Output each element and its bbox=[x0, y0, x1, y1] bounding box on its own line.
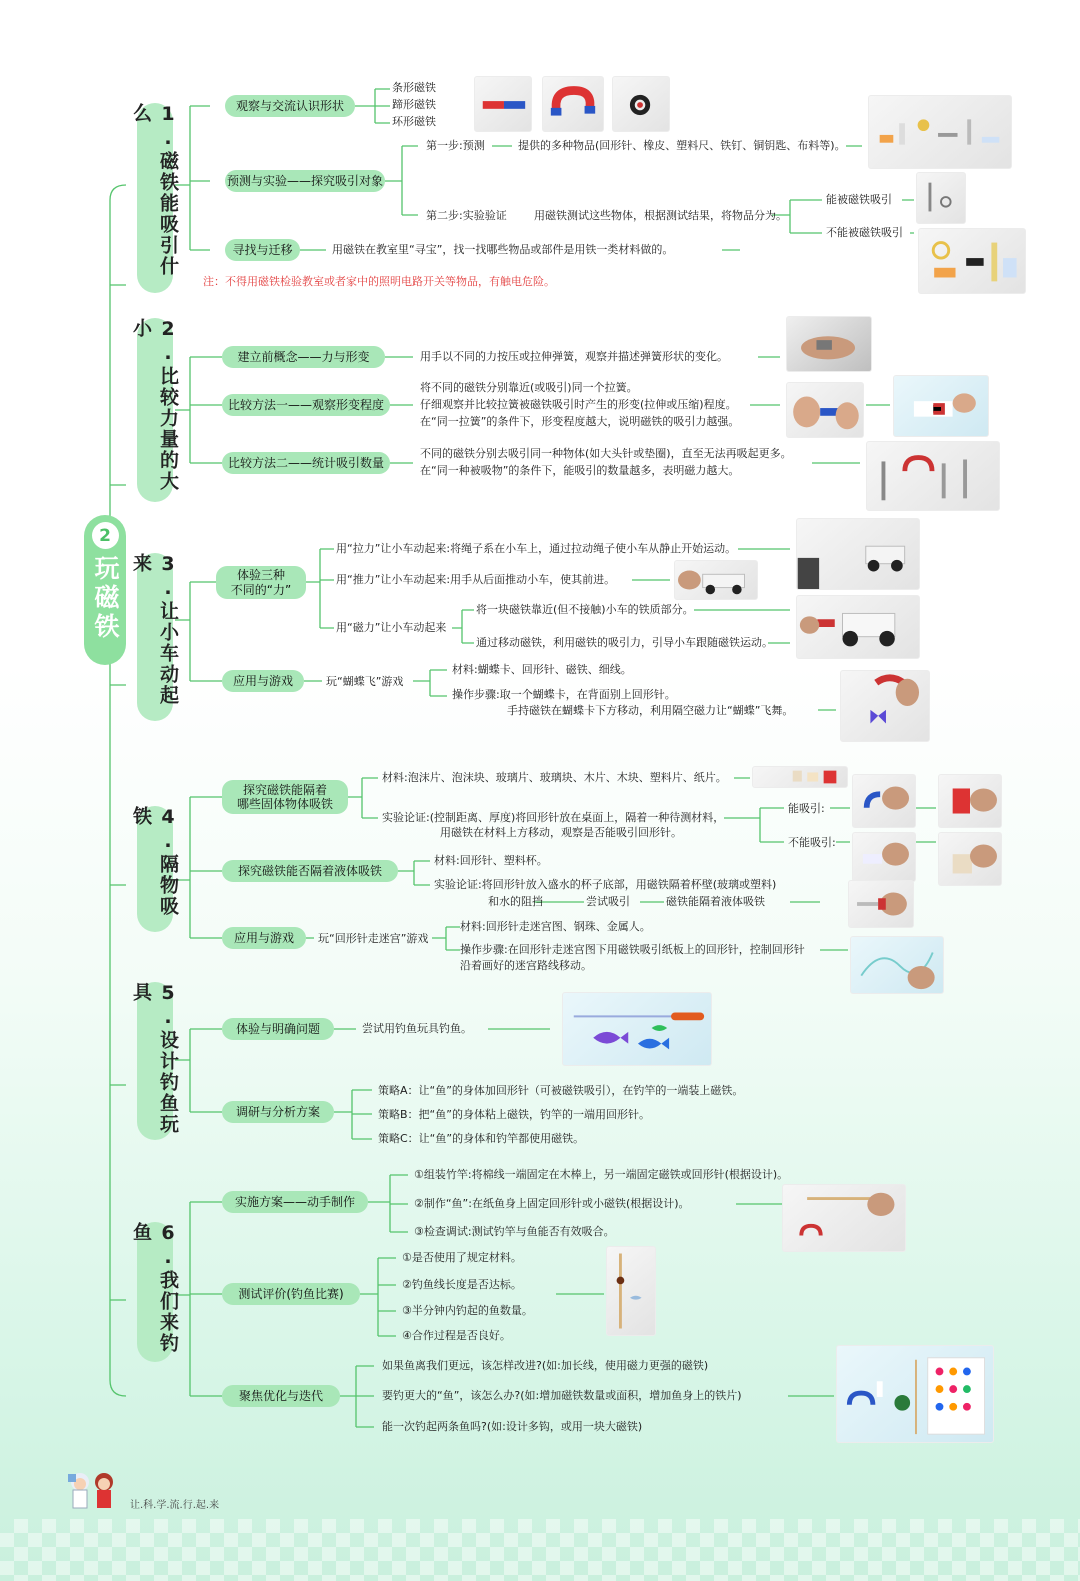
attracted-items-photo bbox=[916, 172, 966, 224]
s1-cannot-attract: 不能被磁铁吸引 bbox=[826, 226, 903, 239]
s6-eval-1: ①是否使用了规定材料。 bbox=[402, 1251, 522, 1264]
s6-eval-4: ④合作过程是否良好。 bbox=[402, 1329, 511, 1342]
s4-solid-line1: 探究磁铁能隔着 bbox=[242, 782, 327, 797]
cannot-attract-photo-2 bbox=[938, 832, 1002, 886]
spring-hand-photo bbox=[786, 316, 872, 372]
s4-branch-solid bbox=[222, 780, 348, 814]
s3-forces-line2: 不同的“力” bbox=[230, 582, 292, 597]
s5-branch-research: 调研与分析方案 bbox=[222, 1101, 334, 1123]
s3-game-step2: 手持磁铁在蝴蝶卡下方移动，利用隔空磁力让“蝴蝶”飞舞。 bbox=[507, 704, 794, 717]
s4-game-step2: 沿着画好的迷宫路线移动。 bbox=[460, 959, 592, 972]
s6-branch-make: 实施方案——动手制作 bbox=[222, 1191, 368, 1213]
section-6-label: 6.我们来钓鱼 bbox=[137, 1222, 173, 1362]
s3-magnet-step1: 将一块磁铁靠近(但不接触)小车的铁质部分。 bbox=[476, 603, 694, 616]
s2-method2-line2: 在“同一种被吸物”的条件下，能吸引的数量越多，表明磁力越大。 bbox=[420, 464, 740, 477]
s5-experience-text: 尝试用钓鱼玩具钓鱼。 bbox=[362, 1022, 472, 1035]
root-title: 玩磁铁 bbox=[91, 555, 120, 642]
s3-magnet-label: 用“磁力”让小车动起来 bbox=[336, 621, 447, 634]
s4-liquid-materials: 材料:回形针、塑料杯。 bbox=[434, 854, 548, 867]
s6-opt-1: 如果鱼离我们更远，该怎样改进?(如:加长线，使用磁力更强的磁铁) bbox=[382, 1359, 709, 1372]
s2-method1-line2: 仔细观察并比较拉簧被磁铁吸引时产生的形变(拉伸或压缩)程度。 bbox=[420, 398, 737, 411]
s6-eval-3: ③半分钟内钓起的鱼数量。 bbox=[402, 1304, 533, 1317]
s6-opt-3: 能一次钓起两条鱼吗?(如:设计多钩，或用一块大磁铁) bbox=[382, 1420, 643, 1433]
s3-pull-text: 用“拉力”让小车动起来:将绳子系在小车上，通过拉动绳子使小车从静止开始运动。 bbox=[336, 542, 737, 555]
s2-concept-text: 用手以不同的力按压或拉伸弹簧，观察并描述弹簧形状的变化。 bbox=[420, 350, 728, 363]
s2-method1-line3: 在“同一拉簧”的条件下，形变程度越大，说明磁铁的吸引力越强。 bbox=[420, 415, 740, 428]
s5-strategy-c: 策略C：让“鱼”的身体和钓竿都使用磁铁。 bbox=[378, 1132, 585, 1145]
s1-shape-bar: 条形磁铁 bbox=[392, 81, 436, 94]
s4-branch-game: 应用与游戏 bbox=[222, 927, 306, 949]
s4-liquid-exp: 实验论证:将回形针放入盛水的杯子底部，用磁铁隔着杯壁(玻璃或塑料) bbox=[434, 878, 777, 891]
s1-step1-label: 第一步:预测 bbox=[426, 139, 485, 152]
s4-cannot-attract: 不能吸引: bbox=[788, 836, 836, 849]
optimization-materials-photo bbox=[836, 1345, 994, 1443]
magnet-count-photo bbox=[866, 441, 1000, 511]
section-3-label: 3.让小车动起来 bbox=[137, 553, 173, 721]
section-4-label: 4.隔物吸铁 bbox=[137, 806, 173, 932]
s2-method1-line1: 将不同的磁铁分别靠近(或吸引)同一个拉簧。 bbox=[420, 381, 638, 394]
spring-magnet-photo-1 bbox=[786, 382, 864, 438]
root-number: 2 bbox=[92, 522, 119, 549]
car-push-photo bbox=[674, 560, 758, 600]
section-5-label: 5.设计钓鱼玩具 bbox=[137, 982, 173, 1140]
s2-branch-concept: 建立前概念——力与形变 bbox=[222, 346, 385, 368]
cannot-attract-photo-1 bbox=[852, 832, 916, 882]
s4-game-name: 玩“回形针走迷宫”游戏 bbox=[318, 932, 429, 945]
s3-branch-forces bbox=[216, 566, 306, 599]
s1-safety-note: 注：不得用磁铁检验教室或者家中的照明电路开关等物品，有触电危险。 bbox=[203, 275, 555, 288]
s2-branch-method1: 比较方法一——观察形变程度 bbox=[222, 394, 390, 416]
s1-shape-horseshoe: 蹄形磁铁 bbox=[392, 98, 436, 111]
s6-opt-2: 要钓更大的“鱼”，该怎么办?(如:增加磁铁数量或面积，增加鱼身上的铁片) bbox=[382, 1389, 742, 1402]
s3-game-materials: 材料:蝴蝶卡、回形针、磁铁、细线。 bbox=[452, 663, 632, 676]
s3-game-name: 玩“蝴蝶飞”游戏 bbox=[326, 675, 404, 688]
making-rod-photo bbox=[782, 1184, 906, 1252]
s4-game-step1: 操作步骤:在回形针走迷宫图下用磁铁吸引纸板上的回形针，控制回形针 bbox=[460, 943, 805, 956]
s6-branch-evaluate: 测试评价(钓鱼比赛) bbox=[222, 1283, 360, 1305]
spring-magnet-photo-2 bbox=[893, 375, 989, 437]
solid-materials-photo bbox=[752, 766, 848, 788]
fishing-toy-photo bbox=[562, 992, 712, 1066]
mascot-logo bbox=[60, 1468, 126, 1514]
s3-forces-line1: 体验三种 bbox=[236, 568, 285, 583]
s4-liquid-try: 尝试吸引 bbox=[586, 895, 630, 908]
liquid-test-photo bbox=[848, 880, 914, 928]
can-attract-photo-2 bbox=[938, 774, 1002, 828]
s3-branch-game: 应用与游戏 bbox=[222, 670, 304, 692]
s1-find-text: 用磁铁在教室里“寻宝”，找一找哪些物品或部件是用铁一类材料做的。 bbox=[332, 243, 674, 256]
s5-strategy-b: 策略B：把“鱼”的身体粘上磁铁，钓竿的一端用回形针。 bbox=[378, 1108, 650, 1121]
checker-footer-band bbox=[0, 1519, 1080, 1581]
maze-game-photo bbox=[850, 936, 944, 994]
s1-shape-ring: 环形磁铁 bbox=[392, 115, 436, 128]
s3-magnet-step2: 通过移动磁铁，利用磁铁的吸引力，引导小车跟随磁铁运动。 bbox=[476, 636, 773, 649]
bar-magnet-photo bbox=[474, 76, 532, 132]
s4-liquid-result: 磁铁能隔着液体吸铁 bbox=[666, 895, 765, 908]
s6-make-step3: ③检查调试:测试钓竿与鱼能否有效吸合。 bbox=[414, 1225, 615, 1238]
s4-liquid-barrier: 和水的阻挡 bbox=[488, 895, 543, 908]
s1-branch-observe: 观察与交流认识形状 bbox=[225, 95, 355, 117]
s3-push-text: 用“推力”让小车动起来:用手从后面推动小车，使其前进。 bbox=[336, 573, 616, 586]
fishing-rod-photo bbox=[606, 1246, 656, 1336]
s6-branch-optimize: 聚焦优化与迭代 bbox=[222, 1385, 340, 1407]
s4-solid-exp-line1: 实验论证:(控制距离、厚度)将回形针放在桌面上，隔着一种待测材料， bbox=[382, 811, 725, 824]
s4-game-materials: 材料:回形针走迷宫图、钢珠、金属人。 bbox=[460, 920, 651, 933]
s1-step2-label: 第二步:实验验证 bbox=[426, 209, 507, 222]
horseshoe-magnet-photo bbox=[542, 76, 604, 132]
footer-slogan: 让.科.学.流.行.起.来 bbox=[130, 1500, 220, 1511]
s5-strategy-a: 策略A：让“鱼”的身体加回形针（可被磁铁吸引），在钓竿的一端装上磁铁。 bbox=[378, 1084, 744, 1097]
s2-method2-line1: 不同的磁铁分别去吸引同一种物体(如大头针或垫圈)，直至无法再吸起更多。 bbox=[420, 447, 792, 460]
car-pull-photo bbox=[796, 518, 920, 590]
s1-branch-predict: 预测与实验——探究吸引对象 bbox=[225, 170, 385, 192]
root-topic bbox=[84, 515, 126, 665]
section-2-label: 2.比较力量的大小 bbox=[137, 318, 173, 502]
s1-can-attract: 能被磁铁吸引 bbox=[826, 193, 892, 206]
butterfly-game-photo bbox=[840, 670, 930, 742]
non-attracted-items-photo bbox=[918, 228, 1026, 294]
s4-solid-exp-line2: 用磁铁在材料上方移动，观察是否能吸引回形针。 bbox=[440, 826, 682, 839]
s4-solid-line2: 哪些固体物体吸铁 bbox=[236, 797, 333, 811]
s4-can-attract: 能吸引: bbox=[788, 802, 825, 815]
s6-make-step2: ②制作“鱼”:在纸鱼身上固定回形针或小磁铁(根据设计)。 bbox=[414, 1197, 690, 1210]
ring-magnet-photo bbox=[612, 76, 670, 132]
s4-solid-materials: 材料:泡沫片、泡沫块、玻璃片、玻璃块、木片、木块、塑料片、纸片。 bbox=[382, 771, 727, 784]
s6-make-step1: ①组装竹竿:将棉线一端固定在木棒上，另一端固定磁铁或回形针(根据设计)。 bbox=[414, 1168, 789, 1181]
test-objects-photo bbox=[868, 95, 1012, 169]
s5-branch-experience: 体验与明确问题 bbox=[222, 1018, 334, 1040]
car-magnet-photo bbox=[796, 595, 920, 659]
can-attract-photo-1 bbox=[852, 774, 916, 828]
s4-branch-liquid: 探究磁铁能否隔着液体吸铁 bbox=[222, 860, 398, 882]
s6-eval-2: ②钓鱼线长度是否达标。 bbox=[402, 1278, 522, 1291]
s2-branch-method2: 比较方法二——统计吸引数量 bbox=[222, 452, 390, 474]
section-1-label: 1.磁铁能吸引什么 bbox=[137, 103, 173, 293]
s3-game-step1: 操作步骤:取一个蝴蝶卡，在背面别上回形针。 bbox=[452, 688, 676, 701]
s1-step2-text: 用磁铁测试这些物体，根据测试结果，将物品分为。 bbox=[534, 209, 787, 222]
s1-branch-find: 寻找与迁移 bbox=[225, 239, 300, 261]
s1-step1-text: 提供的多种物品(回形针、橡皮、塑料尺、铁钉、铜钥匙、布料等)。 bbox=[518, 139, 846, 152]
